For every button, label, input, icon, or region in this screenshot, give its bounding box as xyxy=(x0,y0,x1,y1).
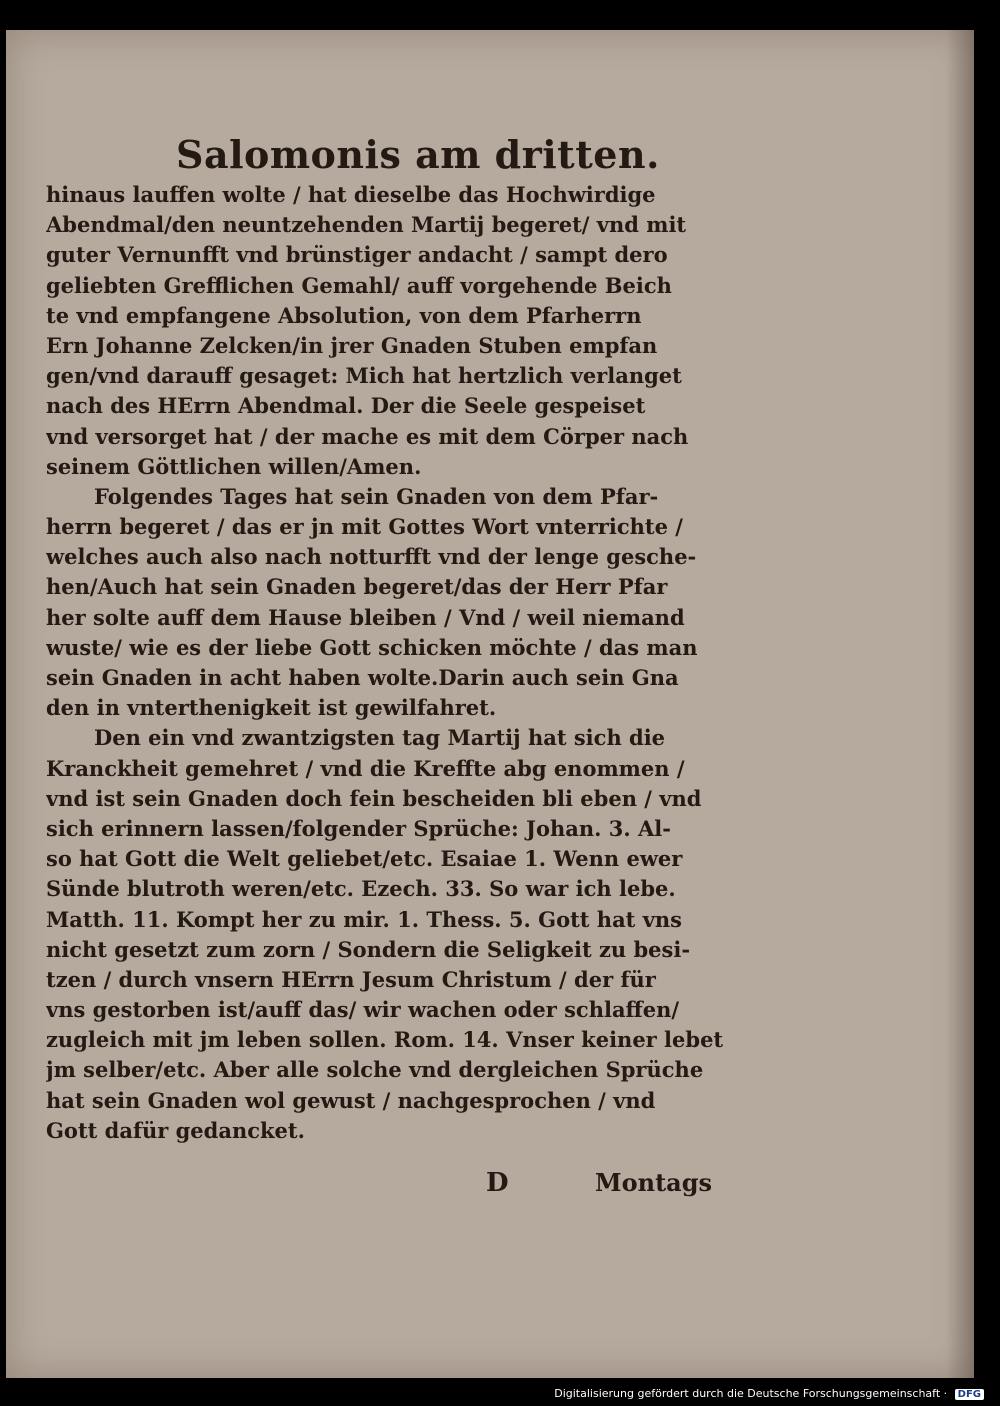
text-line: sein Gnaden in acht haben wolte.Darin auch sein Gna xyxy=(46,665,679,690)
text-line: welches auch also nach notturfft vnd der lenge gesche- xyxy=(46,544,697,570)
digitization-credit xyxy=(554,1387,984,1400)
running-head: Salomonis am dritten. xyxy=(176,132,660,177)
text-line: vns gestorben ist/auff das/ wir wachen oder schlaffen/ xyxy=(46,997,680,1023)
text-line: tzen / durch vnsern HErrn Jesum Christum / der für xyxy=(46,966,656,992)
text-line: wuste/ wie es der liebe Gott schicken möchte / das man xyxy=(46,634,698,660)
text-line: so hat Gott die Welt geliebet/etc. Esaiae 1. Wenn ewer xyxy=(46,846,683,872)
text-line: nach des HErrn Abendmal. Der die Seele gespeiset xyxy=(46,393,646,419)
text-line: seinem Göttlichen willen/Amen. xyxy=(46,453,422,479)
text-line: gen/vnd darauff gesaget: Mich hat hertzlich verlanget xyxy=(46,363,682,389)
paragraph-start-line: Den ein vnd zwantzigsten tag Martij hat sich die xyxy=(94,725,666,751)
catchword: Montags xyxy=(595,1168,712,1197)
text-line: hinaus lauffen wolte / hat dieselbe das Hochwirdige xyxy=(46,182,656,207)
text-line: jm selber/etc. Aber alle solche vnd dergleichen Sprüche xyxy=(46,1057,704,1083)
paragraph-start-line: Folgendes Tages hat sein Gnaden von dem Pfar- xyxy=(94,483,659,509)
text-line: te vnd empfangene Absolution, von dem Pfarherrn xyxy=(46,302,642,328)
body-text xyxy=(46,180,726,1146)
text-line: her solte auff dem Hause bleiben / Vnd / weil niemand xyxy=(46,604,685,630)
text-line: hat sein Gnaden wol gewust / nachgesprochen / vnd xyxy=(46,1087,656,1113)
text-line: hen/Auch hat sein Gnaden begeret/das der Herr Pfar xyxy=(46,574,668,600)
text-line: nicht gesetzt zum zorn / Sondern die Seligkeit zu besi- xyxy=(46,936,691,962)
text-line: herrn begeret / das er jn mit Gottes Wort vnterrichte / xyxy=(46,514,683,540)
dfg-logo: DFG xyxy=(955,1389,984,1400)
text-line: geliebten Grefflichen Gemahl/ auff vorgehende Beich xyxy=(46,272,672,298)
text-line: den in vnterthenigkeit ist gewilfahret. xyxy=(46,695,497,721)
page-edge-shadow xyxy=(946,30,974,1378)
text-line: Matth. 11. Kompt her zu mir. 1. Thess. 5. Gott hat vns xyxy=(46,906,682,932)
signature-mark: D xyxy=(486,1168,509,1198)
text-line: Abendmal/den neuntzehenden Martij begeret/ vnd mit xyxy=(46,212,687,238)
text-line: Sünde blutroth weren/etc. Ezech. 33. So war ich lebe. xyxy=(46,876,676,902)
text-line: vnd ist sein Gnaden doch fein bescheiden bli eben / vnd xyxy=(46,785,702,811)
text-line: vnd versorget hat / der mache es mit dem Cörper nach xyxy=(46,423,689,449)
text-line: sich erinnern lassen/folgender Sprüche: Johan. 3. Al- xyxy=(46,815,671,841)
book-page xyxy=(6,30,974,1378)
text-line: guter Vernunfft vnd brünstiger andacht / sampt dero xyxy=(46,242,668,268)
page-footer-marks xyxy=(46,1168,726,1204)
text-line: Ern Johanne Zelcken/in jrer Gnaden Stuben empfan xyxy=(46,332,658,358)
text-line: Gott dafür gedancket. xyxy=(46,1117,305,1143)
credit-text: Digitalisierung gefördert durch die Deutsche Forschungsgemeinschaft · xyxy=(554,1387,948,1400)
text-line: Kranckheit gemehret / vnd die Kreffte abg enommen / xyxy=(46,755,685,781)
text-line: zugleich mit jm leben sollen. Rom. 14. Vnser keiner lebet xyxy=(46,1027,724,1053)
